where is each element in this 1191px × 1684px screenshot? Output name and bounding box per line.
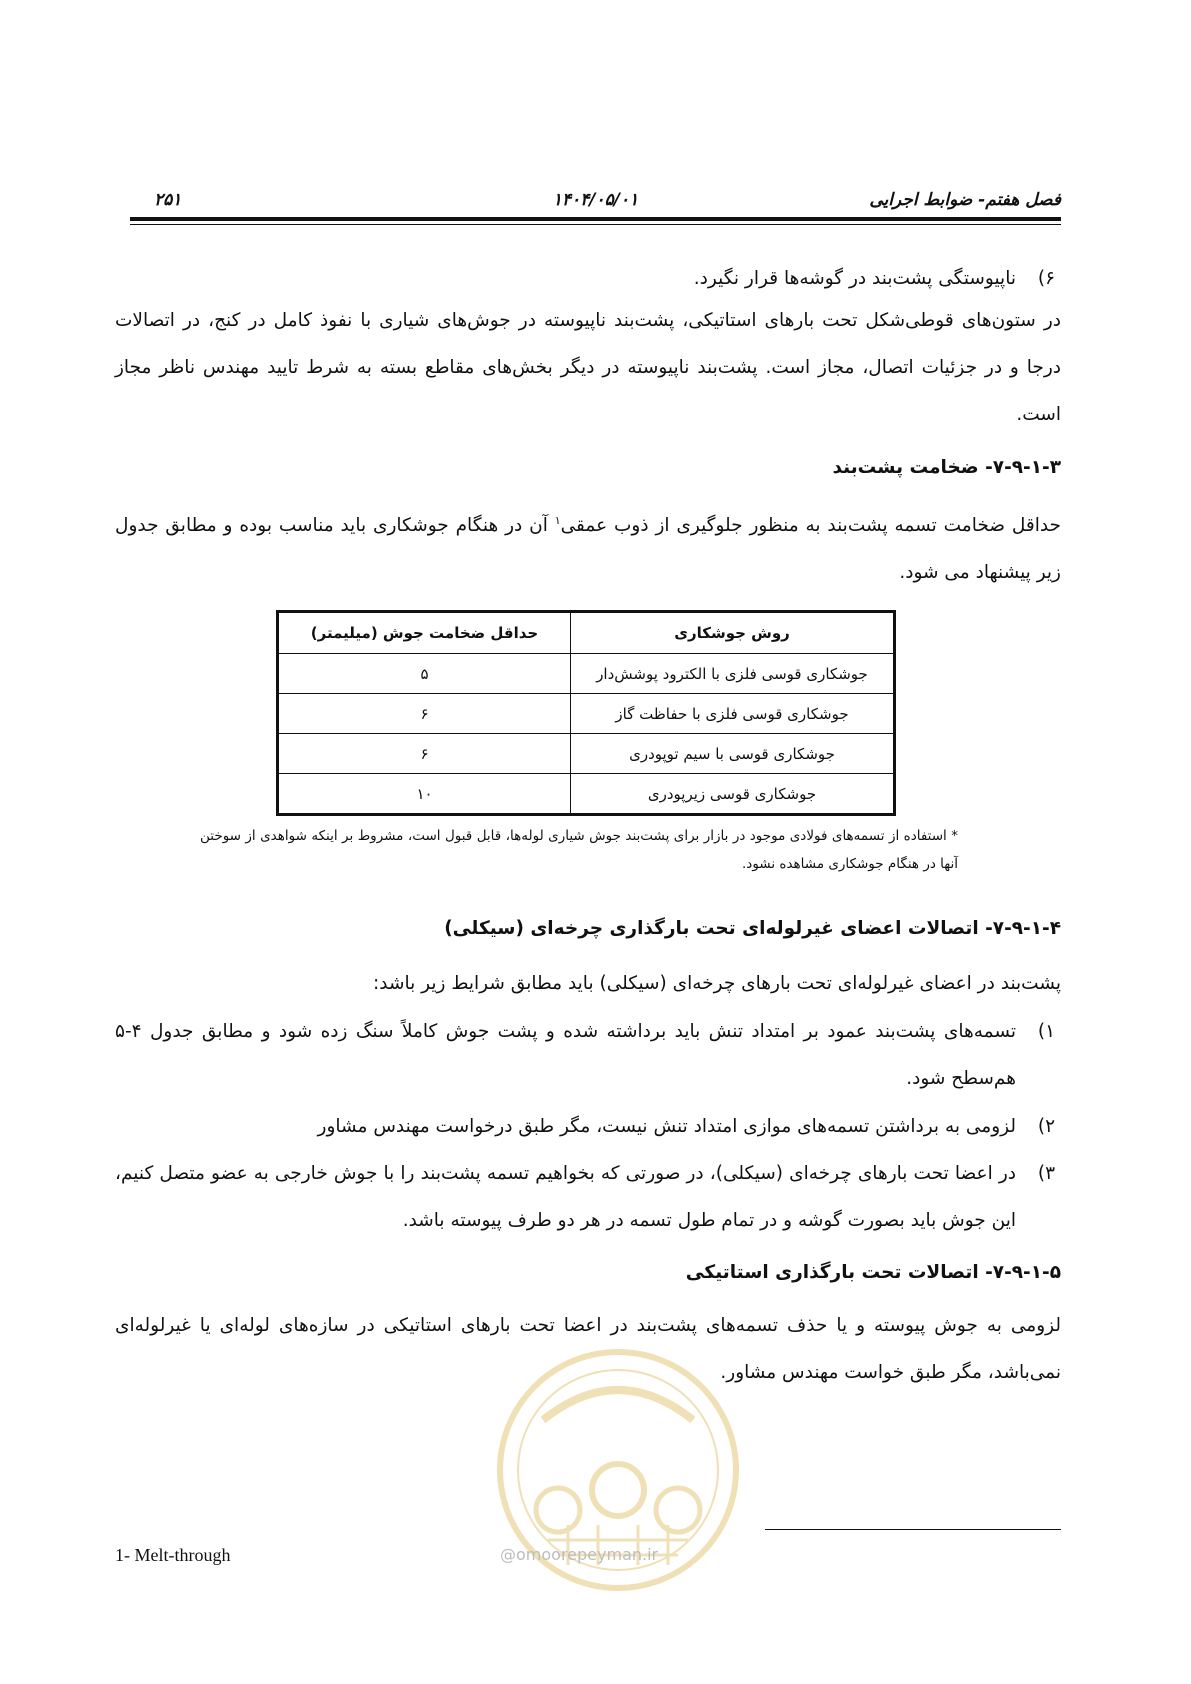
table-cell-thickness: ۶: [278, 734, 571, 774]
table-cell-thickness: ۵: [278, 654, 571, 694]
table-row: [278, 774, 895, 815]
heading-backing-thickness: ۷-۹-۱-۳- ضخامت پشت‌بند: [832, 457, 1061, 478]
list-item-2: [115, 1103, 1061, 1150]
paragraph-box-columns: [115, 297, 1061, 438]
table-cell-method: جوشکاری قوسی با سیم توپودری: [571, 734, 895, 774]
paragraph-text: لزومی به جوش پیوسته و یا حذف تسمه‌های پشت‌بند در اعضا تحت بارهای استاتیکی در سازه‌های لوله‌ای یا غیرلوله‌ای نمی‌باشد، مگر طبق خواست مهندس مشاور.: [115, 1315, 1061, 1383]
list-item-text: ناپیوستگی پشت‌بند در گوشه‌ها قرار نگیرد.: [693, 268, 1016, 289]
page-number: ۲۵۱: [154, 190, 182, 210]
table-cell-method: جوشکاری قوسی فلزی با حفاظت گاز: [571, 694, 895, 734]
table-cell-thickness: ۶: [278, 694, 571, 734]
chapter-title: فصل هفتم- ضوابط اجرایی: [869, 190, 1061, 210]
paragraph-text: پشت‌بند در اعضای غیرلوله‌ای تحت بارهای چرخه‌ای (سیکلی) باید مطابق شرایط زیر باشد:: [373, 973, 1061, 994]
list-item-text: تسمه‌های پشت‌بند عمود بر امتداد تنش باید برداشته شده و پشت جوش کاملاً سنگ زده شود و مطابق جدول ۴-۵ هم‌سطح شود.: [115, 1021, 1016, 1089]
header-rule-thin: [130, 224, 1061, 225]
paragraph-text-b: آن در هنگام جوشکاری باید مناسب بوده و مطابق جدول زیر پیشنهاد می شود.: [115, 515, 1061, 584]
table-cell-method: جوشکاری قوسی زیرپودری: [571, 774, 895, 815]
list-item-1: [115, 1008, 1061, 1102]
list-item-text: در اعضا تحت بارهای چرخه‌ای (سیکلی)، در صورتی که بخواهیم تسمه پشت‌بند را با جوش خارجی به عضو متصل کنیم، این جوش باید بصورت گوشه و در تمام طول تسمه در هر دو طرف پیوسته باشد.: [115, 1163, 1016, 1231]
list-item-text: لزومی به برداشتن تسمه‌های موازی امتداد تنش نیست، مگر طبق درخواست مهندس مشاور: [317, 1116, 1016, 1137]
table-header-method: روش جوشکاری: [571, 612, 895, 654]
heading-static-loading: ۷-۹-۱-۵- اتصالات تحت بارگذاری استاتیکی: [685, 1262, 1061, 1283]
paragraph-text: در ستون‌های قوطی‌شکل تحت بارهای استاتیکی، پشت‌بند ناپیوسته در جوش‌های شیاری با نفوذ کامل در کنج، در اتصالات درجا و در جزئیات اتصال، مجاز است. پشت‌بند ناپیوسته در دیگر بخش‌های مقاطع بسته به شرط تایید مهندس ناظر مجاز است.: [115, 310, 1061, 425]
table-cell-thickness: ۱۰: [278, 774, 571, 815]
header-date: ۱۴۰۴/۰۵/۰۱: [552, 190, 639, 210]
table-header-row: [278, 612, 895, 654]
list-item-number: ۳): [1037, 1163, 1055, 1184]
table-header-thickness: حداقل ضخامت جوش (میلیمتر): [278, 612, 571, 654]
footnote-ref: ۱: [554, 514, 561, 527]
footnote: 1- Melt-through: [115, 1545, 231, 1565]
footnote-rule: [765, 1529, 1061, 1530]
welding-thickness-table: [276, 610, 896, 816]
paragraph-backing-thickness: [115, 497, 1061, 596]
watermark-url: @omoorepeyman.ir: [500, 1545, 659, 1564]
page-header: [130, 184, 1061, 214]
list-item-number: ۱): [1037, 1021, 1055, 1042]
heading-cyclic-loading: ۷-۹-۱-۴- اتصالات اعضای غیرلوله‌ای تحت بارگذاری چرخه‌ای (سیکلی): [444, 918, 1061, 939]
list-item-6: [115, 255, 1061, 302]
table-row: [278, 654, 895, 694]
table-cell-method: جوشکاری قوسی فلزی با الکترود پوشش‌دار: [571, 654, 895, 694]
list-item-number: ۶): [1037, 268, 1055, 289]
table-note: * استفاده از تسمه‌های فولادی موجود در بازار برای پشت‌بند جوش شیاری لوله‌ها، قابل قبول است، مشروط بر اینکه شواهدی از سوختن آنها در هنگام جوشکاری مشاهده نشود.: [200, 828, 958, 872]
paragraph-cyclic-intro: [115, 960, 1061, 1007]
table-row: [278, 694, 895, 734]
paragraph-text-a: حداقل ضخامت تسمه پشت‌بند به منظور جلوگیری از ذوب عمقی: [560, 515, 1061, 537]
table-row: [278, 734, 895, 774]
list-item-number: ۲): [1037, 1116, 1055, 1137]
header-rule-thick: [130, 217, 1061, 221]
list-item-3: [115, 1150, 1061, 1244]
